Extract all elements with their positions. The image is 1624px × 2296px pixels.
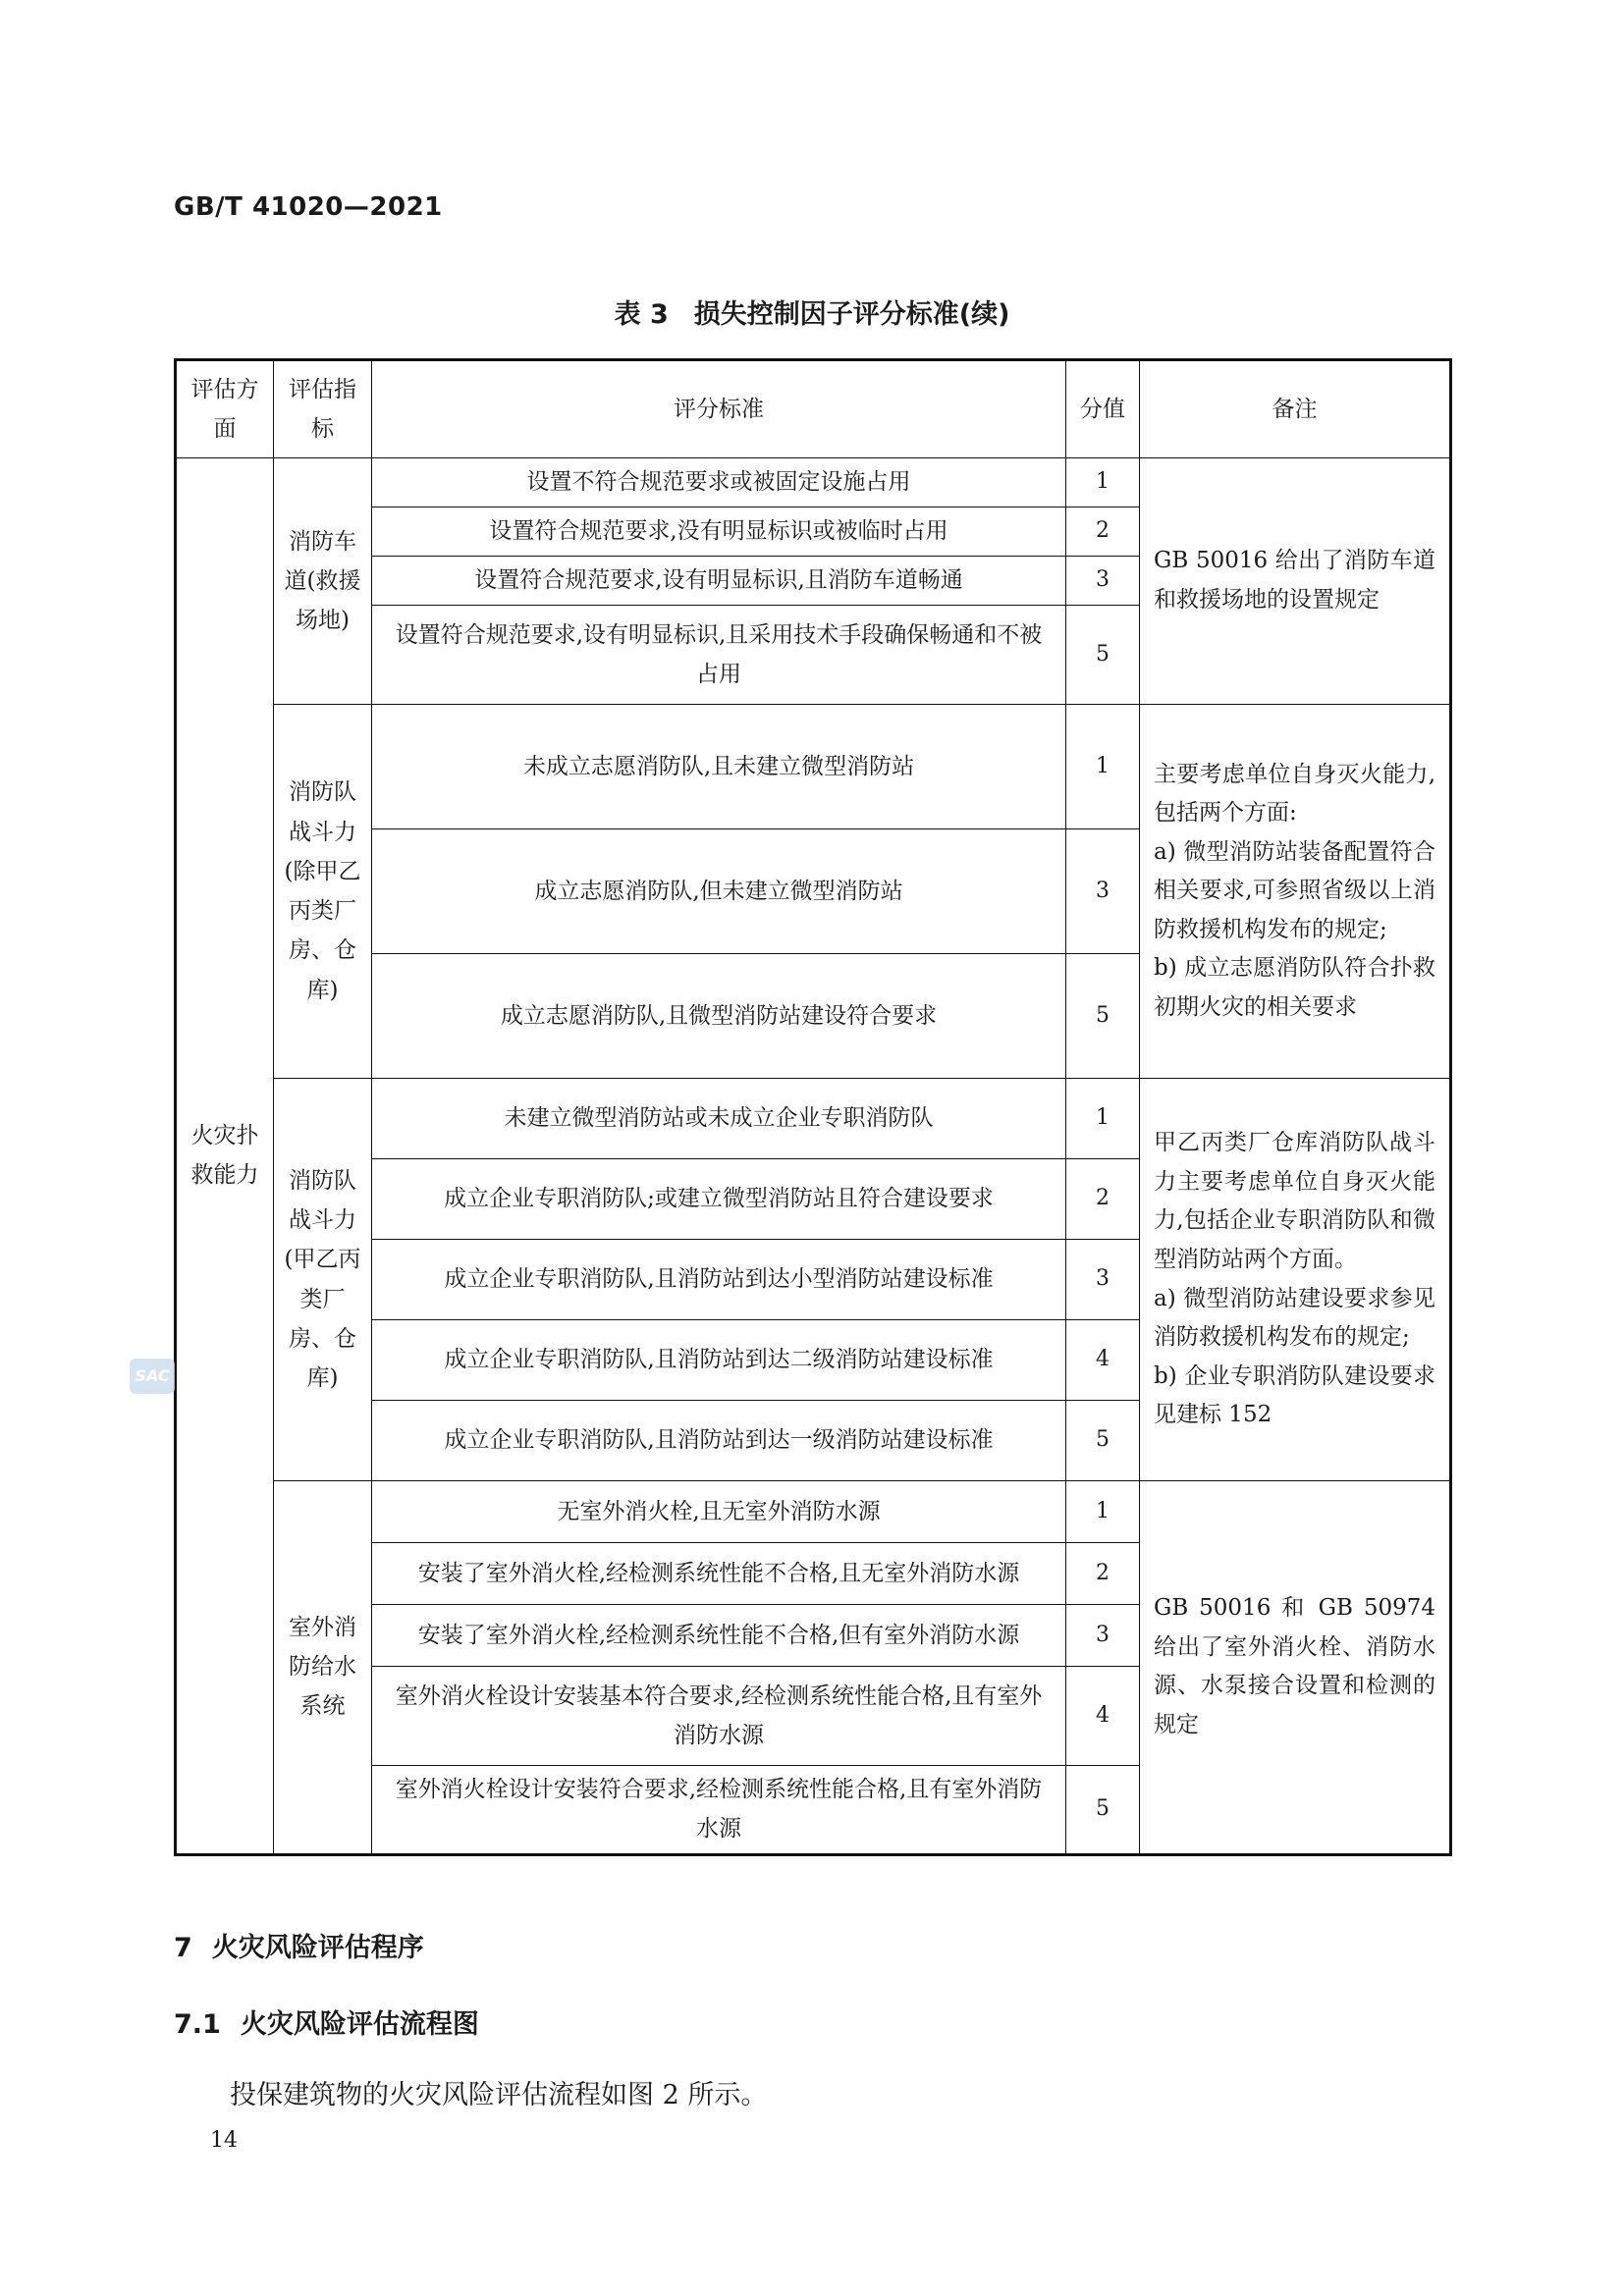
- score-cell: 3: [1066, 1605, 1140, 1667]
- criteria-cell: 成立志愿消防队,但未建立微型消防站: [372, 829, 1066, 954]
- section-7-heading: [174, 1926, 424, 1964]
- remark-line: a) 微型消防站装备配置符合相关要求,可参照省级以上消防救援机构发布的规定;: [1154, 838, 1435, 942]
- header-aspect: 评估方面: [176, 360, 274, 458]
- table-row: [176, 705, 1451, 829]
- aspect-cell: 火灾扑救能力: [176, 458, 274, 1855]
- score-cell: 3: [1066, 557, 1140, 606]
- remark-cell: [1140, 458, 1451, 705]
- score-cell: 1: [1066, 705, 1140, 829]
- criteria-cell: 未成立志愿消防队,且未建立微型消防站: [372, 705, 1066, 829]
- remark-line: a) 微型消防站建设要求参见消防救援机构发布的规定;: [1154, 1285, 1435, 1351]
- criteria-cell: 设置符合规范要求,没有明显标识或被临时占用: [372, 507, 1066, 557]
- criteria-cell: 设置符合规范要求,设有明显标识,且采用技术手段确保畅通和不被占用: [372, 606, 1066, 705]
- remark-line: 甲乙丙类厂仓库消防队战斗力主要考虑单位自身灭火能力,包括企业专职消防队和微型消防站两个方面。: [1154, 1130, 1435, 1272]
- table-caption-title: 损失控制因子评分标准(续): [693, 299, 1010, 330]
- score-cell: 5: [1066, 1401, 1140, 1481]
- scoring-standard-table: [174, 358, 1452, 1856]
- score-cell: 4: [1066, 1320, 1140, 1401]
- table-row: [176, 1481, 1451, 1543]
- remark-cell: [1140, 1481, 1451, 1855]
- table-row: [176, 458, 1451, 507]
- criteria-cell: 设置符合规范要求,设有明显标识,且消防车道畅通: [372, 557, 1066, 606]
- header-score: 分值: [1066, 360, 1140, 458]
- score-cell: 3: [1066, 1240, 1140, 1320]
- body-paragraph: 投保建筑物的火灾风险评估流程如图 2 所示。: [230, 2080, 768, 2110]
- section-7-title: 火灾风险评估程序: [211, 1933, 424, 1963]
- score-cell: 5: [1066, 1766, 1140, 1855]
- score-cell: 2: [1066, 507, 1140, 557]
- score-cell: 2: [1066, 1543, 1140, 1605]
- remark-line: GB 50016 给出了消防车道和救援场地的设置规定: [1154, 548, 1435, 613]
- score-cell: 4: [1066, 1667, 1140, 1766]
- indicator-cell: 消防车道(救援场地): [274, 458, 372, 705]
- score-cell: 2: [1066, 1159, 1140, 1240]
- criteria-cell: 成立企业专职消防队,且消防站到达小型消防站建设标准: [372, 1240, 1066, 1320]
- header-criteria: 评分标准: [372, 360, 1066, 458]
- criteria-cell: 室外消火栓设计安装基本符合要求,经检测系统性能合格,且有室外消防水源: [372, 1667, 1066, 1766]
- header-remark: 备注: [1140, 360, 1451, 458]
- table-caption-number: 表 3: [614, 299, 669, 330]
- indicator-cell: 室外消防给水系统: [274, 1481, 372, 1855]
- score-cell: 1: [1066, 1079, 1140, 1159]
- section-7-1-heading: [174, 2002, 479, 2041]
- remark-line: GB 50016 和 GB 50974 给出了室外消火栓、消防水源、水泵接合设置和检测的规定: [1154, 1595, 1435, 1737]
- score-cell: 5: [1066, 606, 1140, 705]
- header-indicator: 评估指标: [274, 360, 372, 458]
- section-7-number: 7: [174, 1933, 192, 1963]
- criteria-cell: 无室外消火栓,且无室外消防水源: [372, 1481, 1066, 1543]
- criteria-cell: 未建立微型消防站或未成立企业专职消防队: [372, 1079, 1066, 1159]
- criteria-cell: 成立企业专职消防队,且消防站到达二级消防站建设标准: [372, 1320, 1066, 1401]
- table-header-row: [176, 360, 1451, 458]
- indicator-cell: 消防队战斗力(甲乙丙类厂房、仓库): [274, 1079, 372, 1481]
- remark-cell: [1140, 705, 1451, 1079]
- criteria-cell: 设置不符合规范要求或被固定设施占用: [372, 458, 1066, 507]
- standard-number-header: GB/T 41020—2021: [174, 192, 443, 222]
- section-7-1-title: 火灾风险评估流程图: [240, 2009, 479, 2040]
- section-7-1-number: 7.1: [174, 2009, 221, 2040]
- score-cell: 3: [1066, 829, 1140, 954]
- criteria-cell: 安装了室外消火栓,经检测系统性能不合格,且无室外消防水源: [372, 1543, 1066, 1605]
- table-row: [176, 1079, 1451, 1159]
- table-caption: [0, 293, 1624, 331]
- remark-line: 主要考虑单位自身灭火能力,包括两个方面:: [1154, 761, 1435, 827]
- criteria-cell: 成立企业专职消防队,且消防站到达一级消防站建设标准: [372, 1401, 1066, 1481]
- page-number: 14: [210, 2128, 238, 2153]
- remark-line: b) 企业专职消防队建设要求见建标 152: [1154, 1362, 1435, 1428]
- criteria-cell: 成立企业专职消防队;或建立微型消防站且符合建设要求: [372, 1159, 1066, 1240]
- score-cell: 5: [1066, 954, 1140, 1079]
- score-cell: 1: [1066, 458, 1140, 507]
- remark-cell: [1140, 1079, 1451, 1481]
- remark-line: b) 成立志愿消防队符合扑救初期火灾的相关要求: [1154, 955, 1435, 1020]
- criteria-cell: 安装了室外消火栓,经检测系统性能不合格,但有室外消防水源: [372, 1605, 1066, 1667]
- indicator-cell: 消防队战斗力(除甲乙丙类厂房、仓库): [274, 705, 372, 1079]
- criteria-cell: 室外消火栓设计安装符合要求,经检测系统性能合格,且有室外消防水源: [372, 1766, 1066, 1855]
- criteria-cell: 成立志愿消防队,且微型消防站建设符合要求: [372, 954, 1066, 1079]
- score-cell: 1: [1066, 1481, 1140, 1543]
- sac-watermark-logo: SAC: [130, 1359, 175, 1394]
